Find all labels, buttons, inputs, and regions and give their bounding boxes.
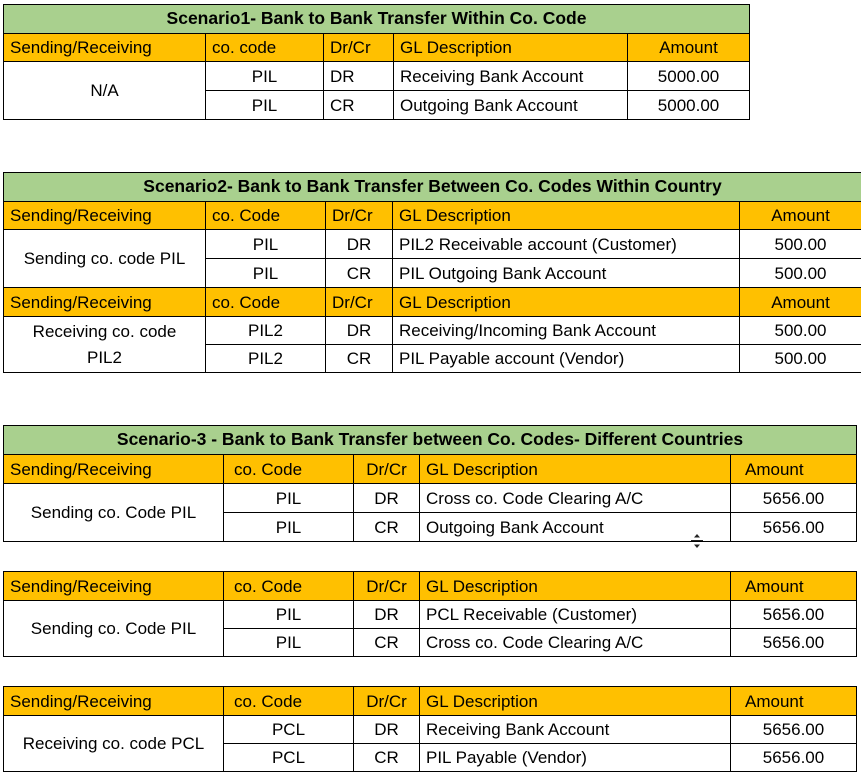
scenario1-title: Scenario1- Bank to Bank Transfer Within Co. Code	[4, 5, 750, 34]
co-code-cell: PIL2	[206, 345, 326, 373]
amount-cell: 500.00	[740, 317, 861, 345]
co-code-cell: PIL	[224, 629, 354, 657]
gl-description-cell: PIL Payable account (Vendor)	[393, 345, 740, 373]
dr-cr-cell: DR	[324, 62, 394, 91]
header-gl-description: GL Description	[420, 455, 731, 484]
group-label	[4, 317, 206, 373]
co-code-cell: PCL	[224, 716, 354, 744]
dr-cr-cell: DR	[354, 716, 420, 744]
gl-description-cell: Cross co. Code Clearing A/C	[420, 629, 731, 657]
scenario3-table-1	[3, 425, 857, 542]
header-dr-cr: Dr/Cr	[324, 34, 394, 62]
header-co-code: co. Code	[224, 455, 354, 484]
co-code-cell: PIL	[224, 601, 354, 629]
amount-cell: 5656.00	[731, 513, 857, 542]
dr-cr-cell: CR	[326, 259, 393, 288]
amount-cell: 5656.00	[731, 744, 857, 772]
co-code-cell: PIL	[206, 91, 324, 120]
header-amount: Amount	[740, 202, 861, 230]
gl-description-cell: Receiving Bank Account	[420, 716, 731, 744]
header-gl-description: GL Description	[420, 572, 731, 601]
group-label: Sending co. code PIL	[4, 230, 206, 288]
header-sending-receiving: Sending/Receiving	[4, 572, 224, 601]
amount-cell: 5656.00	[731, 716, 857, 744]
group-label: Sending co. Code PIL	[4, 484, 224, 542]
amount-cell: 5656.00	[731, 601, 857, 629]
amount-cell: 5656.00	[731, 629, 857, 657]
header-gl-description: GL Description	[394, 34, 628, 62]
scenario1-table	[3, 4, 750, 120]
scenario3-title: Scenario-3 - Bank to Bank Transfer between Co. Codes- Different Countries	[4, 426, 857, 455]
gl-description-cell: PIL2 Receivable account (Customer)	[393, 230, 740, 259]
co-code-cell: PIL	[206, 62, 324, 91]
dr-cr-cell: DR	[354, 601, 420, 629]
header-amount: Amount	[731, 572, 857, 601]
header-co-code: co. Code	[224, 687, 354, 716]
gl-description-cell: PIL Outgoing Bank Account	[393, 259, 740, 288]
group-label: Sending co. Code PIL	[4, 601, 224, 657]
gl-description-cell: Receiving Bank Account	[394, 62, 628, 91]
scenario3-table-3	[3, 686, 857, 772]
amount-cell: 500.00	[740, 230, 861, 259]
header-dr-cr: Dr/Cr	[326, 202, 393, 230]
dr-cr-cell: DR	[326, 317, 393, 345]
co-code-cell: PCL	[224, 744, 354, 772]
co-code-cell: PIL	[224, 484, 354, 513]
dr-cr-cell: CR	[354, 744, 420, 772]
header-co-code: co. Code	[206, 202, 326, 230]
scenario3-table-2	[3, 571, 857, 657]
header-gl-description: GL Description	[393, 288, 740, 317]
scenario2-title: Scenario2- Bank to Bank Transfer Between Co. Codes Within Country	[4, 173, 861, 202]
header-amount: Amount	[731, 687, 857, 716]
header-sending-receiving: Sending/Receiving	[4, 34, 206, 62]
header-sending-receiving: Sending/Receiving	[4, 288, 206, 317]
gl-description-cell: Cross co. Code Clearing A/C	[420, 484, 731, 513]
header-dr-cr: Dr/Cr	[354, 572, 420, 601]
scenario2-table	[3, 172, 861, 373]
header-gl-description: GL Description	[420, 687, 731, 716]
amount-cell: 500.00	[740, 345, 861, 373]
group-label-line2: PIL2	[87, 347, 122, 367]
header-amount: Amount	[740, 288, 861, 317]
header-co-code: co. Code	[224, 572, 354, 601]
header-dr-cr: Dr/Cr	[326, 288, 393, 317]
gl-description-cell: Outgoing Bank Account	[420, 513, 731, 542]
co-code-cell: PIL	[224, 513, 354, 542]
header-co-code: co. code	[206, 34, 324, 62]
header-sending-receiving: Sending/Receiving	[4, 455, 224, 484]
header-amount: Amount	[731, 455, 857, 484]
header-gl-description: GL Description	[393, 202, 740, 230]
dr-cr-cell: DR	[354, 484, 420, 513]
amount-cell: 5000.00	[628, 91, 750, 120]
header-amount: Amount	[628, 34, 750, 62]
dr-cr-cell: CR	[326, 345, 393, 373]
resize-vertical-cursor-icon	[690, 533, 704, 551]
co-code-cell: PIL2	[206, 317, 326, 345]
dr-cr-cell: DR	[326, 230, 393, 259]
header-co-code: co. Code	[206, 288, 326, 317]
co-code-cell: PIL	[206, 259, 326, 288]
gl-description-cell: PCL Receivable (Customer)	[420, 601, 731, 629]
header-sending-receiving: Sending/Receiving	[4, 687, 224, 716]
dr-cr-cell: CR	[354, 513, 420, 542]
gl-description-cell: PIL Payable (Vendor)	[420, 744, 731, 772]
co-code-cell: PIL	[206, 230, 326, 259]
gl-description-cell: Receiving/Incoming Bank Account	[393, 317, 740, 345]
amount-cell: 5656.00	[731, 484, 857, 513]
dr-cr-cell: CR	[324, 91, 394, 120]
group-label: Receiving co. code PCL	[4, 716, 224, 772]
header-dr-cr: Dr/Cr	[354, 687, 420, 716]
amount-cell: 5000.00	[628, 62, 750, 91]
group-label-line1: Receiving co. code	[32, 322, 177, 341]
gl-description-cell: Outgoing Bank Account	[394, 91, 628, 120]
amount-cell: 500.00	[740, 259, 861, 288]
dr-cr-cell: CR	[354, 629, 420, 657]
header-sending-receiving: Sending/Receiving	[4, 202, 206, 230]
group-label: N/A	[4, 62, 206, 120]
header-dr-cr: Dr/Cr	[354, 455, 420, 484]
